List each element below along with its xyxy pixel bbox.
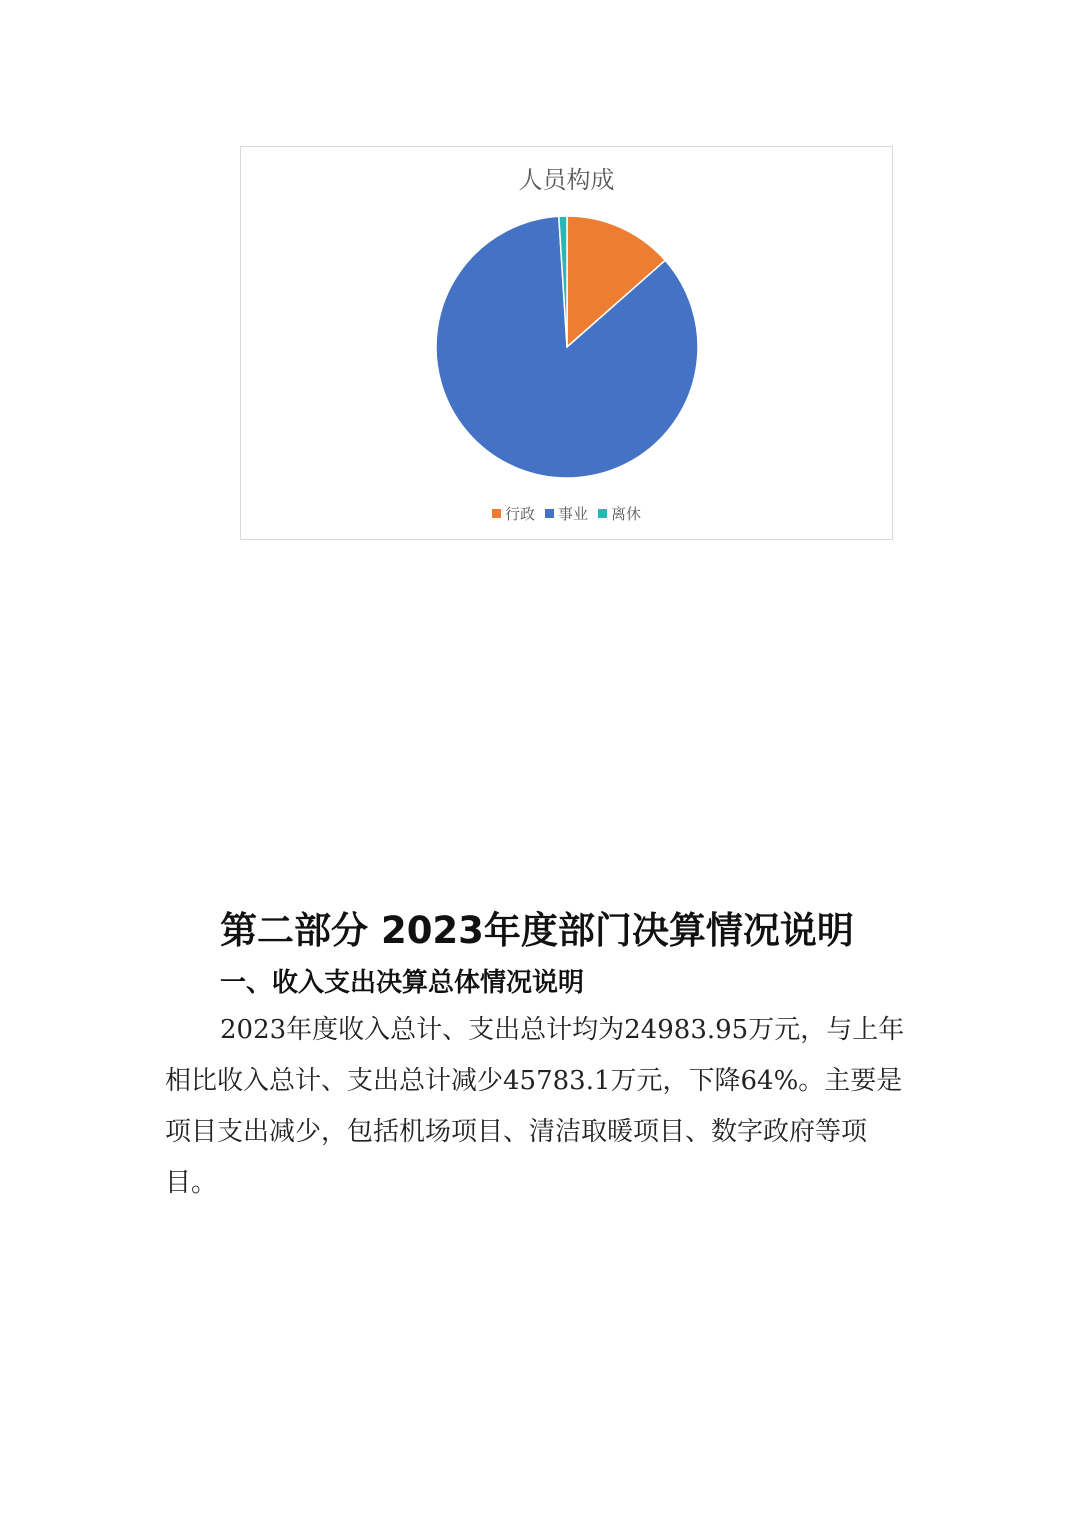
legend-item-shiye <box>545 503 588 524</box>
legend-item-lixiu <box>598 503 641 524</box>
legend-swatch-shiye <box>545 509 554 518</box>
body-paragraph: 2023年度收入总计、支出总计均为24983.95万元，与上年相比收入总计、支出总计减少45783.1万元，下降64%。主要是项目支出减少，包括机场项目、清洁取暖项目、数字政府等项目。 <box>165 1015 905 1198</box>
legend-label-lixiu: 离休 <box>611 505 642 523</box>
subsection-heading: 一、收入支出决算总体情况说明 <box>220 968 585 998</box>
pie-plot-area <box>241 147 892 539</box>
legend-swatch-xingzheng <box>492 509 501 518</box>
legend-label-xingzheng: 行政 <box>504 505 535 523</box>
legend-swatch-lixiu <box>598 509 607 518</box>
legend-item-xingzheng <box>492 503 535 524</box>
chart-title: 人员构成 <box>518 166 615 194</box>
chart-legend <box>241 503 892 524</box>
pie-chart <box>240 146 893 540</box>
section-heading: 第二部分 2023年度部门决算情况说明 <box>220 909 854 952</box>
legend-label-shiye: 事业 <box>557 505 588 523</box>
